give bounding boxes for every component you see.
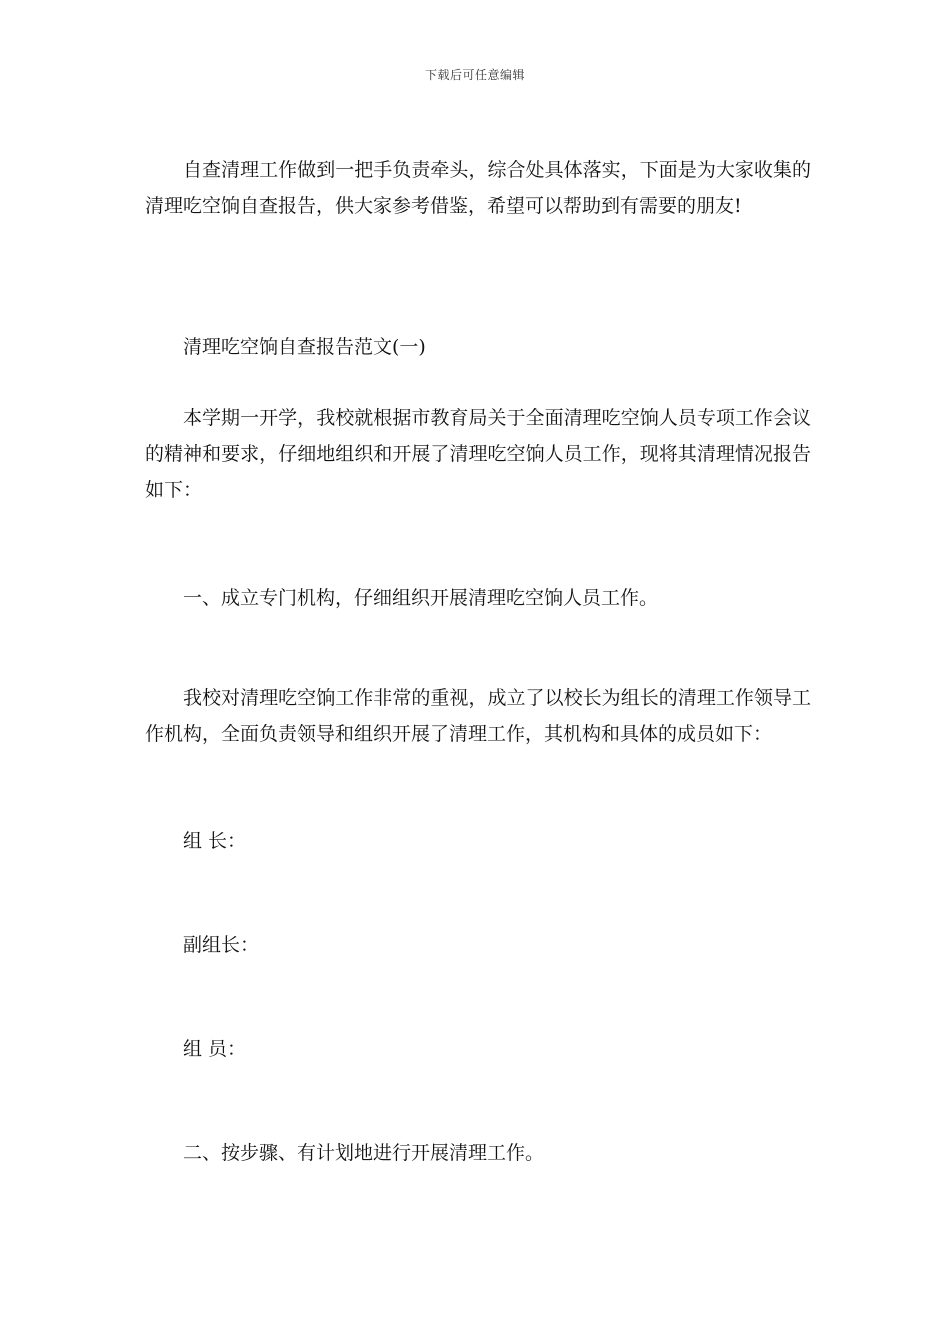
paragraph-1: 本学期一开学，我校就根据市教育局关于全面清理吃空饷人员专项工作会议的精神和要求，仔细地组织和开展了清理吃空饷人员工作，现将其清理情况报告如下： <box>145 407 811 501</box>
paragraph-2: 我校对清理吃空饷工作非常的重视，成立了以校长为组长的清理工作领导工作机构，全面负责领导和组织开展了清理工作，其机构和具体的成员如下： <box>145 687 811 745</box>
deputy-leader-label: 副组长： <box>183 934 260 956</box>
leader-label: 组 长： <box>183 830 247 852</box>
member-label: 组 员： <box>183 1038 247 1060</box>
page-header: 下载后可任意编辑 <box>424 68 525 82</box>
section-title: 清理吃空饷自查报告范文(一) <box>183 336 426 358</box>
heading-1: 一、成立专门机构，仔细组织开展清理吃空饷人员工作。 <box>183 587 659 609</box>
heading-2: 二、按步骤、有计划地进行开展清理工作。 <box>183 1142 545 1164</box>
intro-paragraph: 自查清理工作做到一把手负责牵头，综合处具体落实，下面是为大家收集的清理吃空饷自查报告，供大家参考借鉴，希望可以帮助到有需要的朋友! <box>145 159 811 217</box>
